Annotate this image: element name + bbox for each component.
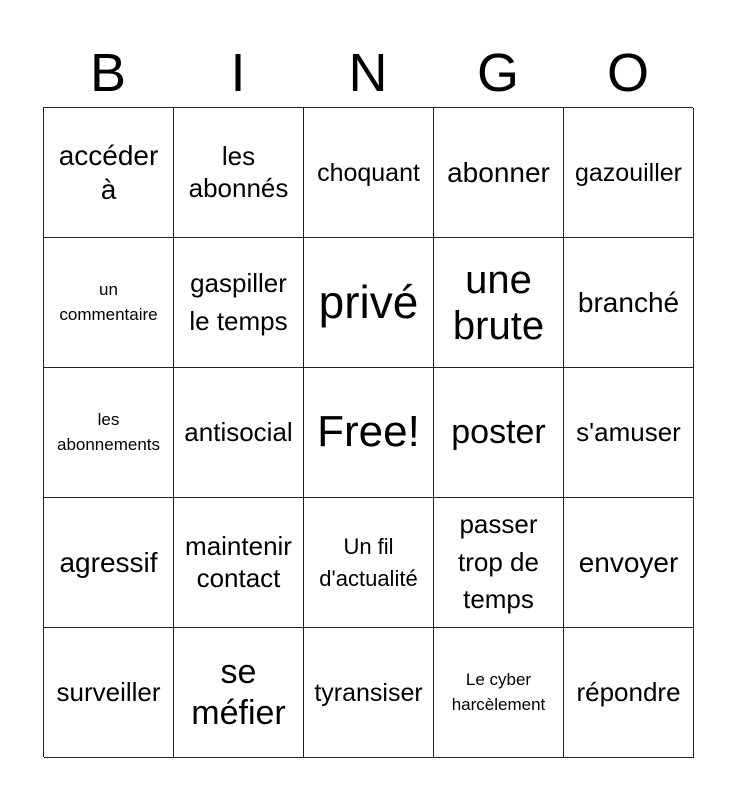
bingo-header	[43, 40, 693, 106]
bingo-cell[interactable]: choquant	[304, 108, 434, 238]
header-letter-g: G	[476, 43, 519, 103]
bingo-cell[interactable]: les abonnés	[174, 108, 304, 238]
bingo-cell[interactable]: abonner	[434, 108, 564, 238]
bingo-cell[interactable]: poster	[434, 368, 564, 498]
bingo-cell[interactable]: accéder à	[44, 108, 174, 238]
bingo-cell[interactable]: gaspiller le temps	[174, 238, 304, 368]
bingo-cell[interactable]: une brute	[434, 238, 564, 368]
header-letter-i: I	[230, 43, 246, 103]
bingo-cell[interactable]: un commentaire	[44, 238, 174, 368]
bingo-cell[interactable]: s'amuser	[564, 368, 694, 498]
bingo-cell[interactable]: antisocial	[174, 368, 304, 498]
bingo-cell[interactable]: maintenir contact	[174, 498, 304, 628]
bingo-cell[interactable]: répondre	[564, 628, 694, 758]
bingo-cell[interactable]: Le cyber harcèlement	[434, 628, 564, 758]
header-letter-n: N	[348, 43, 388, 103]
bingo-cell[interactable]: passer trop de temps	[434, 498, 564, 628]
bingo-cell[interactable]: se méfier	[174, 628, 304, 758]
header-letter-b: B	[89, 43, 127, 103]
bingo-cell[interactable]: agressif	[44, 498, 174, 628]
free-space-cell[interactable]: Free!	[304, 368, 434, 498]
bingo-cell[interactable]: tyransiser	[304, 628, 434, 758]
bingo-cell[interactable]: surveiller	[44, 628, 174, 758]
bingo-cell[interactable]: gazouiller	[564, 108, 694, 238]
header-letter-o: O	[606, 43, 649, 103]
bingo-cell[interactable]: privé	[304, 238, 434, 368]
bingo-cell[interactable]: branché	[564, 238, 694, 368]
bingo-grid	[43, 107, 693, 757]
bingo-cell[interactable]: Un fil d'actualité	[304, 498, 434, 628]
bingo-cell[interactable]: envoyer	[564, 498, 694, 628]
bingo-cell[interactable]: les abonnements	[44, 368, 174, 498]
